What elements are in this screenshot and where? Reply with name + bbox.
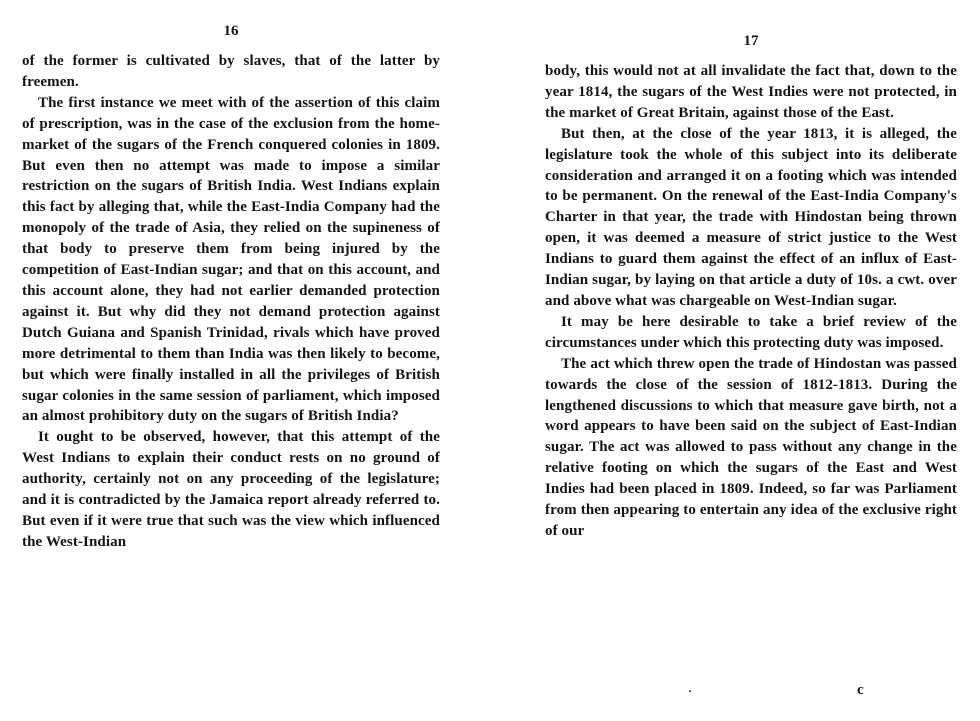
paragraph-left-2: The first instance we meet with of the assertion of this claim of prescription, was in the case of the exclusion from the home-market of the sugars of the French conquered colonies in 1809. But even then no attempt was made to impose a similar restriction on the sugars of British India. West Indians explain this fact by alleging that, while the East-India Company had the monopoly of the trade of Asia, they relied on the supineness of that body to preserve them from being injured by the competition of East-Indian sugar; and that on this account, and this account alone, they had not earlier demanded protection against it. But why did they not demand protection against Dutch Guiana and Spanish Trinidad, rivals which have proved more detrimental to them than India was then likely to become, but which were finally installed in all the privileges of British sugar colonies in the same session of parliament, which imposed an almost prohibitory duty on the sugars of British India?: [22, 94, 440, 425]
right-page: [545, 0, 957, 542]
paragraph-right-3: It may be here desirable to take a brief review of the circumstances under which this protecting duty was imposed.: [545, 313, 957, 351]
paragraph-left-3: It ought to be observed, however, that this attempt of the West Indians to explain their conduct rests on no ground of authority, certainly not on any proceeding of the legislature; and it is contradicted by the Jamaica report already referred to. But even if it were true that such was the view which influenced the West-Indian: [22, 429, 440, 550]
paragraph-right-4: The act which threw open the trade of Hindostan was passed towards the close of the session of 1812-1813. During the lengthened discussions to which that measure gave birth, not a word appears to have been said on the subject of East-Indian sugar. The act was allowed to pass without any change in the relative footing on which the sugars of the East and West Indies had been placed in 1809. Indeed, so far was Parliament from then appearing to entertain any idea of the exclusive right of our: [545, 355, 957, 539]
page-number-right: 17: [743, 33, 759, 49]
signature-mark: c: [857, 682, 864, 698]
paragraph-right-1: body, this would not at all invalidate the fact that, down to the year 1814, the sugars of the West Indies were not protected, in the market of Great Britain, against those of the East.: [545, 63, 957, 121]
paragraph-right-2: But then, at the close of the year 1813, it is alleged, the legislature took the whole of this subject into its deliberate consideration and arranged it on a footing which was intended to be permanent. On the renewal of the East-India Company's Charter in that year, the trade with Hindostan being thrown open, it was deemed a measure of strict justice to the West Indians to guard them against the effect of an influx of East-Indian sugar, by laying on that article a duty of 10s. a cwt. over and above what was chargeable on West-Indian sugar.: [545, 125, 957, 309]
left-page: [22, 0, 440, 553]
paragraph-left-1: of the former is cultivated by slaves, that of the latter by freemen.: [22, 53, 440, 90]
page-number-left: 16: [223, 23, 239, 39]
print-speck: [689, 690, 691, 692]
